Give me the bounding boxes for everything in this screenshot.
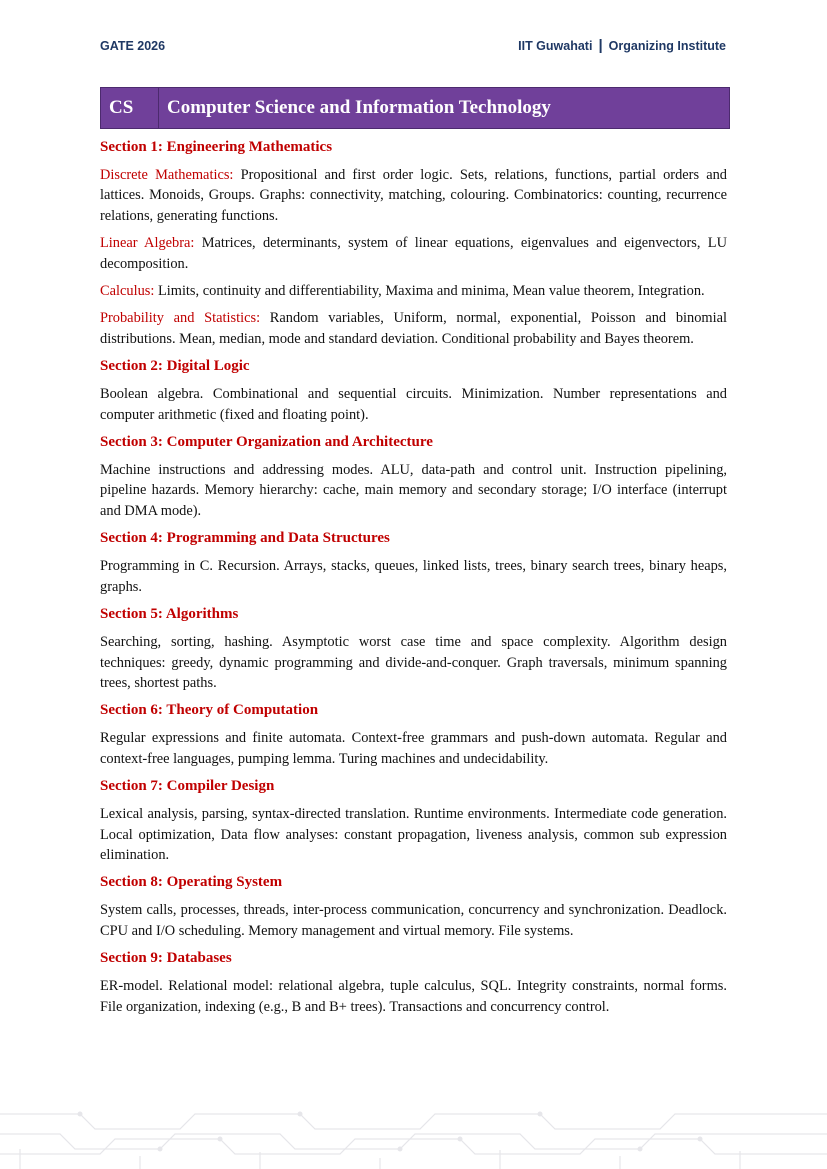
section-paragraph bbox=[100, 556, 727, 597]
section-heading: Section 6: Theory of Computation bbox=[100, 702, 319, 719]
topic-text: Matrices, determinants, system of linear equations, eigenvalues and eigenvectors, LU decomposition. bbox=[100, 235, 727, 272]
section-heading: Section 9: Databases bbox=[100, 950, 232, 967]
institute-name: IIT Guwahati bbox=[518, 38, 593, 53]
institute-role: Organizing Institute bbox=[608, 38, 726, 53]
section-paragraph bbox=[100, 632, 727, 693]
header-right bbox=[518, 37, 726, 54]
section-heading: Section 5: Algorithms bbox=[100, 606, 239, 623]
section-paragraph bbox=[100, 384, 727, 425]
paper-title-band bbox=[100, 87, 730, 129]
topic-label: Calculus: bbox=[100, 283, 155, 300]
topic-text: Random variables, Uniform, normal, exponential, Poisson and binomial distributions. Mean, median, mode and standard deviation. Conditional probability and Bayes theorem. bbox=[100, 310, 727, 347]
section-heading: Section 1: Engineering Mathematics bbox=[100, 139, 333, 155]
topic-label: Discrete Mathematics: bbox=[100, 167, 234, 183]
topic-label: Probability and Statistics: bbox=[100, 310, 261, 327]
topic-text: Regular expressions and finite automata. Context-free grammars and push-down automata. Regular and context-free languages, pumping lemma. Turing machines and undecidability. bbox=[100, 730, 727, 767]
topic-text: ER-model. Relational model: relational algebra, tuple calculus, SQL. Integrity constraints, normal forms. File organization, indexing (e.g., B and B+ trees). Transactions and concurrency control. bbox=[100, 978, 727, 1015]
section-paragraph bbox=[100, 460, 727, 521]
section-paragraph bbox=[100, 308, 727, 349]
section-heading: Section 2: Digital Logic bbox=[100, 358, 250, 375]
section-paragraph bbox=[100, 976, 727, 1017]
section-paragraph bbox=[100, 281, 727, 301]
topic-text: Propositional and first order logic. Sets, relations, functions, partial orders and lattices. Monoids, Groups. Graphs: connectivity, matching, colouring. Combinatorics: counting, recurrence relations, generating functions. bbox=[100, 167, 727, 224]
paper-name: Computer Science and Information Technology bbox=[167, 97, 551, 118]
topic-text: Lexical analysis, parsing, syntax-directed translation. Runtime environments. Intermediate code generation. Local optimization, Data flow analyses: constant propagation, liveness analysis, common sub expression elimination. bbox=[100, 806, 727, 863]
circuit-decoration bbox=[0, 1094, 827, 1169]
topic-label: Linear Algebra: bbox=[100, 235, 195, 252]
section-paragraph bbox=[100, 165, 727, 226]
topic-text: Limits, continuity and differentiability, Maxima and minima, Mean value theorem, Integration. bbox=[154, 283, 705, 300]
section-paragraph bbox=[100, 804, 727, 865]
topic-text: System calls, processes, threads, inter-process communication, concurrency and synchronization. Deadlock. CPU and I/O scheduling. Memory management and virtual memory. File systems. bbox=[100, 902, 727, 939]
syllabus-content bbox=[100, 137, 727, 1024]
page-header bbox=[100, 37, 726, 54]
section-heading: Section 8: Operating System bbox=[100, 874, 283, 891]
section-heading: Section 4: Programming and Data Structures bbox=[100, 530, 390, 547]
topic-text: Programming in C. Recursion. Arrays, stacks, queues, linked lists, trees, binary search trees, binary heaps, graphs. bbox=[100, 558, 727, 595]
section-paragraph bbox=[100, 900, 727, 941]
topic-text: Machine instructions and addressing modes. ALU, data-path and control unit. Instruction pipelining, pipeline hazards. Memory hierarchy: cache, main memory and secondary storage; I/O interface (interrupt and DMA mode). bbox=[100, 462, 727, 519]
section-paragraph bbox=[100, 728, 727, 769]
paper-code: CS bbox=[101, 88, 159, 128]
section-heading: Section 3: Computer Organization and Architecture bbox=[100, 434, 433, 451]
topic-text: Searching, sorting, hashing. Asymptotic worst case time and space complexity. Algorithm design techniques: greedy, dynamic programming and divide-and-conquer. Graph traversals, minimum spanning trees, shortest paths. bbox=[100, 634, 727, 691]
topic-text: Boolean algebra. Combinational and sequential circuits. Minimization. Number representations and computer arithmetic (fixed and floating point). bbox=[100, 386, 727, 423]
section-paragraph bbox=[100, 233, 727, 274]
section-heading: Section 7: Compiler Design bbox=[100, 778, 275, 795]
header-separator: | bbox=[598, 37, 603, 54]
exam-label: GATE 2026 bbox=[100, 38, 166, 53]
